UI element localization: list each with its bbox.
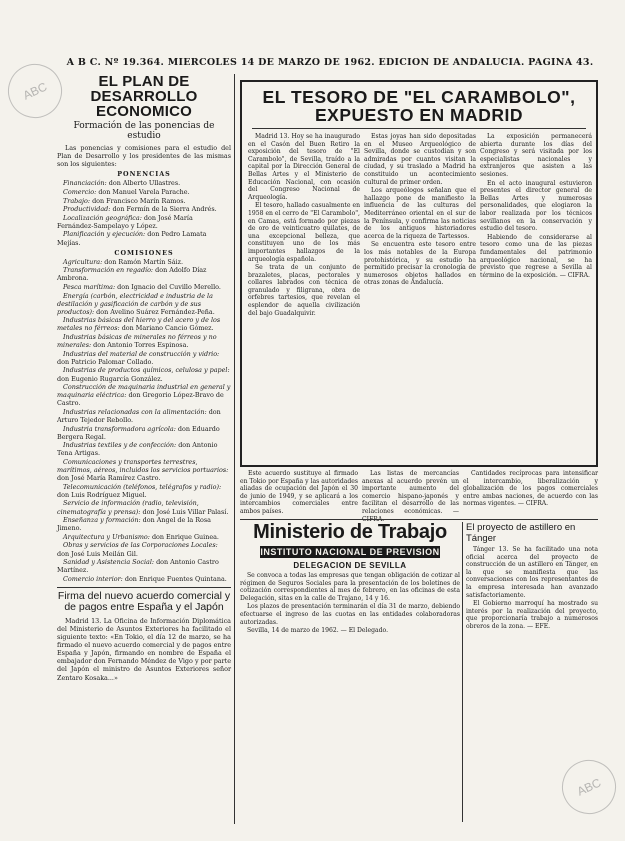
ponencia-item-person: don Francisco Marín Ramos.	[92, 196, 186, 205]
plan-desarrollo-subtitle: Formación de las ponencias de estudio	[73, 121, 215, 141]
section-divider	[240, 519, 598, 520]
comision-item-person: don Luis Rodríguez Miguel.	[57, 490, 147, 499]
comision-item-person: don Ramón Martín Sáiz.	[104, 257, 184, 266]
ponencia-item	[57, 179, 231, 187]
comision-item-label: Comercio interior:	[63, 574, 123, 583]
comision-item	[57, 383, 231, 407]
astillero-headline: El proyecto de astillero en Tánger	[466, 522, 576, 544]
comision-item-person: don Enrique Guinea.	[151, 532, 219, 541]
ponencias-list	[57, 179, 231, 246]
comision-item-person: don José María Ramírez Castro.	[57, 474, 161, 483]
ponencia-item-person: don Fermín de la Sierra Andrés.	[112, 205, 217, 214]
comision-item	[57, 266, 231, 282]
paragraph: Habiendo de considerarse al tesoro como una de las piezas fundamentales del patrimonio arqueológico nacional, se ha previsto que regrese a Sevilla al término de la exposición. — CIFRA.	[480, 233, 592, 279]
mid-text-left	[240, 470, 358, 518]
comisiones-heading: COMISIONES	[114, 248, 174, 257]
comision-item-label: Obras y servicios de las Corporaciones Locales:	[63, 541, 218, 550]
comision-item	[57, 558, 231, 574]
comision-item	[57, 458, 231, 482]
comision-item-label: Industrias de productos químicos, celulosa y papel:	[63, 366, 230, 375]
comision-item-label: Sanidad y Asistencia Social:	[63, 558, 155, 567]
paragraph: Sevilla, 14 de marzo de 1962. — El Delegado.	[247, 627, 389, 635]
astillero-article	[466, 522, 598, 822]
comision-item-person: don Antonio Castro Martínez.	[57, 558, 219, 575]
comision-item-label: Enseñanza y formación:	[63, 516, 141, 525]
carambolo-article-box	[240, 80, 598, 467]
comision-item-label: Industrias textiles y de confección:	[63, 441, 177, 450]
comision-item-person: don Eugenio Rugarcía González.	[57, 374, 163, 383]
page-header: A B C. Nº 19.364. MIERCOLES 14 DE MARZO DE 1962. EDICION DE ANDALUCIA. PAGINA 43.	[66, 57, 594, 68]
comision-item-person: don Mariano Cancio Gómez.	[121, 324, 214, 333]
paragraph: En el acto inaugural estuvieron presentes el director general de Bellas Artes y numerosas personalidades, que elogiaron la labor realizada por los técnicos sevillanos en la conservación y estudio del tesoro.	[480, 179, 592, 233]
paragraph: Se trata de un conjunto de brazaletes, placas, pectorales y collares labrados con técnica de granulado y filigrana, obra de orfebres tartesios, que revelan el esplendor de aquella civilización del bajo Guadalquivir.	[248, 264, 360, 317]
ponencia-item-person: don Alberto Ullastres.	[108, 179, 181, 188]
paragraph: Tánger 13. Se ha facilitado una nota oficial acerca del proyecto de construcción de un astillero en Tánger, en la que se manifiesta que las conversaciones con los representantes de la empresa interesada han avanzado satisfactoriamente.	[466, 546, 598, 599]
paragraph: El tesoro, hallado casualmente en 1958 en el cerro de "El Carambolo", en Camas, está formado por piezas de oro de veinticuatro quilates, de una excepcional belleza, que constituyen uno de los más importantes hallazgos de la arqueología española.	[248, 202, 360, 263]
comision-item	[57, 350, 231, 366]
comision-item	[57, 516, 231, 532]
ponencia-item-person: don José María Fernández-Sampelayo y López.	[57, 213, 193, 230]
mid-text-right	[463, 470, 598, 518]
paragraph: La exposición permanecerá abierta durante los días del Congreso y será visitada por los especialistas nacionales y extranjeros que asisten a las sesiones.	[480, 133, 592, 178]
paragraph: Las listas de mercancías anexas al acuerdo prevén un importante aumento del comercio hispano-japonés y facilitan el desarrollo de las relaciones económicas. —	[362, 470, 459, 515]
comision-item-person: don Enrique Fuentes Quintana.	[124, 574, 227, 583]
comision-item-person: don Ignacio del Cuvillo Merello.	[117, 283, 221, 291]
comision-item	[57, 533, 231, 541]
paragraph: Estas joyas han sido depositadas en el Museo Arqueológico de Sevilla, donde se custodian y son admiradas por cuantos visitan la ciudad, y su traslado a Madrid ha constituido un acontecimiento cultural de primer orden.	[364, 133, 476, 186]
comision-item-person: don Angel de la Rosa Jimeno.	[57, 516, 211, 533]
paragraph: Se encuentra este tesoro entre los más notables de la Europa protohistórica, y su estudio ha permitido precisar la cronología de numerosos objetos hallados en otras zonas de Andalucía.	[364, 241, 476, 287]
comision-item-label: Energía (carbón, electricidad e industria de la destilación y gasificación de carbón y de sus productos):	[57, 291, 213, 316]
comision-item	[57, 283, 231, 291]
ministerio-title: Ministerio de Trabajo	[253, 521, 447, 543]
comision-item-label: Industrias básicas de minerales no férreos y no minerales:	[57, 333, 217, 350]
comision-item-person: don Eduardo Bergera Regal.	[57, 424, 220, 441]
comision-item	[57, 366, 231, 382]
comision-item-label: Industrias básicas del hierro y del acero y de los metales no férreos:	[57, 316, 221, 333]
plan-desarrollo-headline: EL PLAN DE DESARROLLO ECONOMICO	[90, 73, 198, 120]
paragraph: Madrid 13. Hoy se ha inaugurado en el Casón del Buen Retiro la exposición del tesoro de "El Carambolo", de Sevilla, traído a la capital por la Dirección General de Bellas Artes y el Ministerio de Educación Nacional, con ocasión del Congreso Nacional de Arqueología.	[248, 133, 360, 201]
paragraph: Cantidades recíprocas para intensificar el intercambio, liberalización y globalización de los pagos comerciales entre ambas naciones, de acuerdo con las normas vigentes. — CIFRA.	[463, 470, 598, 508]
comision-item	[57, 408, 231, 424]
comision-item-label: Transformación en regadío:	[63, 266, 154, 275]
comision-item-person: don José Luis Villar Palasí.	[142, 507, 229, 516]
ponencia-item-label: Trabajo:	[63, 196, 91, 205]
comision-item-label: Pesca marítima:	[63, 283, 116, 291]
delegacion-heading: DELEGACION DE SEVILLA	[293, 561, 407, 570]
comision-item-label: Arquitectura y Urbanismo:	[63, 532, 150, 541]
ponencia-item	[57, 188, 231, 196]
comision-item	[57, 425, 231, 441]
astillero-body	[466, 546, 598, 631]
ponencia-item	[57, 214, 231, 230]
comision-item-person: don Patricio Palomar Collado.	[57, 357, 154, 366]
comision-item-label: Telecomunicación (teléfonos, telégrafos y radio):	[63, 482, 222, 491]
firma-acuerdo-text: Madrid 13. La Oficina de Información Diplomática del Ministerio de Asuntos Exteriores ha facilitado el siguiente texto: «En Tokio, el día 12 de marzo, se ha firmado el nuevo acuerdo comercial y de pagos entre España y Japón, firmando en nombre de España el embajador don Fernando Méndez de Vigo y por parte del Japón el ministro de Asuntos Exteriores señor Zentaro Kosaka...»	[57, 616, 231, 682]
ministerio-body	[240, 572, 460, 635]
comision-item-label: Industria transformadora agrícola:	[63, 424, 176, 433]
comision-item	[57, 499, 231, 515]
comision-item-label: Servicio de información (radio, televisión, cinematografía y prensa):	[57, 499, 199, 516]
ponencia-item-label: Planificación y ejecución:	[63, 230, 146, 239]
ponencia-item-label: Productividad:	[63, 205, 111, 214]
comision-item-label: Industrias relacionadas con la alimentación:	[63, 407, 207, 416]
comision-item	[57, 541, 231, 557]
column-divider	[462, 522, 463, 822]
headline-rule	[252, 128, 586, 129]
mid-text-center	[362, 470, 459, 518]
comision-item	[57, 441, 231, 457]
ponencia-item	[57, 197, 231, 205]
carambolo-headline: EL TESORO DE "EL CARAMBOLO", EXPUESTO EN MADRID	[262, 87, 576, 125]
carambolo-column-1	[248, 133, 360, 463]
comision-item-person: don Antonio Torres Espinosa.	[93, 341, 189, 350]
ponencia-item-person: don Manuel Varela Parache.	[98, 187, 190, 196]
ministerio-trabajo-notice	[240, 522, 460, 822]
comision-item-label: Construcción de maquinaria industrial en general y maquinaria eléctrica:	[57, 383, 231, 400]
paragraph: Este acuerdo sustituye al firmado en Tokio por España y las autoridades aliadas de ocupación del Japón el 30 de junio de 1949, y se aplicará a los intercambios comerciales entre ambos países.	[240, 470, 358, 515]
ponencia-item-label: Financiación:	[63, 179, 107, 188]
comision-item	[57, 292, 231, 316]
comision-item	[57, 316, 231, 332]
ponencias-heading: PONENCIAS	[117, 170, 171, 179]
carambolo-column-2	[364, 133, 476, 463]
abc-watermark-stamp: ABC	[0, 55, 71, 127]
instituto-banner: INSTITUTO NACIONAL DE PREVISION	[260, 547, 440, 557]
comision-item-label: Comunicaciones y transportes terrestres, marítimos, aéreos, incluidos los servicios portuarios:	[57, 457, 229, 475]
comision-item	[57, 483, 231, 499]
column-divider	[234, 74, 235, 824]
paragraph: Los plazos de presentación terminarán el día 31 de marzo, debiendo efectuarse el ingreso de las cuotas en las entidades colaboradoras autorizadas.	[240, 603, 460, 626]
comision-item	[57, 575, 231, 583]
ponencia-item	[57, 230, 231, 246]
plan-desarrollo-intro: Las ponencias y comisiones para el estudio del Plan de Desarrollo y los presidentes de las mismas son los siguientes:	[57, 144, 231, 169]
ponencia-item-label: Comercio:	[63, 187, 97, 196]
comision-item-person: don Arturo Tejedor Rebollo.	[57, 407, 221, 424]
comisiones-list	[57, 258, 231, 583]
comision-item	[57, 333, 231, 349]
comision-item-label: Industrias del material de construcción y vidrio:	[63, 349, 220, 358]
carambolo-column-3	[480, 133, 592, 463]
comision-item-person: don José Luis Meilán Gil.	[57, 549, 138, 558]
ponencia-item-label: Localización geográfica:	[63, 213, 142, 222]
comision-item-person: don Gregorio López-Bravo de Castro.	[57, 391, 224, 408]
ponencia-item-person: don Pedro Lamata Mejías.	[57, 230, 207, 247]
comision-item-person: don Avelino Suárez Fernández-Peña.	[96, 307, 215, 316]
firma-acuerdo-headline: Firma del nuevo acuerdo comercial y de pagos entre España y el Japón	[57, 587, 231, 614]
left-column	[57, 74, 231, 824]
comision-item	[57, 258, 231, 266]
comision-item-person: don Antonio Tena Artigas.	[57, 441, 218, 458]
paragraph: Los arqueólogos señalan que el hallazgo pone de manifiesto la influencia de las culturas del Mediterráneo oriental en el sur de la Península, y confirma las noticias de los antiguos historiadores acerca de la riqueza de Tartessos.	[364, 187, 476, 240]
abc-watermark-stamp-bottom: ABC	[553, 751, 625, 823]
ponencia-item	[57, 205, 231, 213]
comision-item-label: Agricultura:	[63, 257, 103, 266]
paragraph: El Gobierno marroquí ha mostrado su interés por la realización del proyecto, que proporcionaría trabajo a numerosos obreros de la zona. — EFE.	[466, 600, 598, 630]
comision-item-person: don Adolfo Díaz Ambrona.	[57, 266, 207, 283]
paragraph: Se convoca a todas las empresas que tengan obligación de cotizar al régimen de Seguros Sociales para la presentación de los boletines de cotización correspondientes al mes de febrero, en las oficinas de esta Delegación, sitas en la calle de Trajano, 14 y 16.	[240, 572, 460, 602]
